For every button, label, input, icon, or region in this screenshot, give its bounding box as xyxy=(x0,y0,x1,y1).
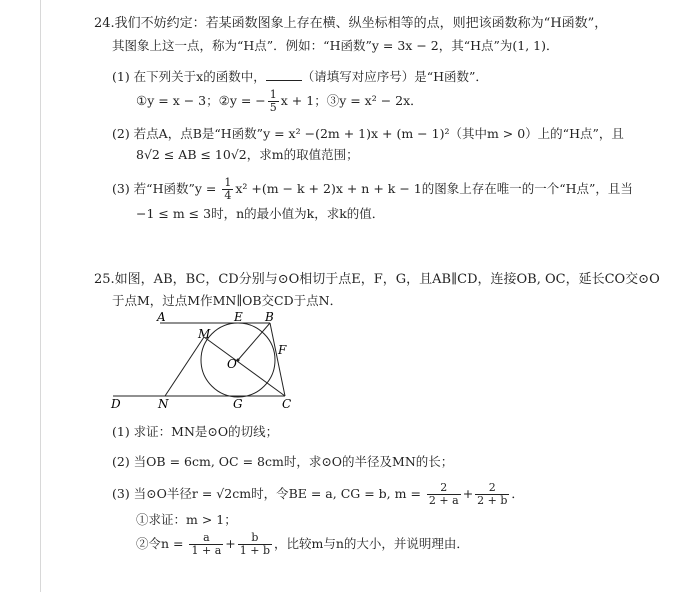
q24-stem-line1: 24.我们不妨约定：若某函数图象上存在横、纵坐标相等的点，则把该函数称为“H函数”， xyxy=(94,16,608,31)
q25-part3-sub1: ①求证：m > 1； xyxy=(136,512,237,527)
line-mc xyxy=(204,337,285,396)
geometry-figure xyxy=(105,308,305,413)
q25-stem-line2: 于点M，过点M作MN∥OB交CD于点N． xyxy=(112,293,343,308)
q24-part3-line1 xyxy=(112,176,633,202)
q24-part2-line2: 8√2 ≤ AB ≤ 10√2，求m的取值范围； xyxy=(136,147,359,162)
fraction-one-quarter: $\frac{1}{4}$ xyxy=(224,176,232,202)
q25-part3-sub2 xyxy=(136,530,469,558)
q24-part1-text-b: （请填写对应序号）是“H函数”． xyxy=(301,69,488,84)
label-d: D xyxy=(111,397,121,411)
fraction-b-over-1b: $\frac{b}{1 + b}$ xyxy=(239,531,270,557)
q24-part2-line1: (2) 若点A，点B是“H函数”y = x² −(2m + 1)x + (m − 1)²（其中m > 0）上的“H点”，且 xyxy=(112,126,624,141)
page-margin-line xyxy=(40,0,41,592)
q24-part3-text-a: (3) 若“H函数”y = xyxy=(112,181,221,196)
q24-part1 xyxy=(112,68,488,85)
q25-part3-end: ． xyxy=(511,486,524,501)
label-n: N xyxy=(158,397,169,411)
q24-part3-text-b: x² +(m − k + 2)x + n + k − 1的图象上存在唯一的一个“H点”，且当 xyxy=(235,181,633,196)
q24-part1-options xyxy=(136,88,423,114)
fraction-2-over-2b: $\frac{2}{2 + b}$ xyxy=(477,481,508,507)
q25-part2: (2) 当OB = 6cm, OC = 8cm时，求⊙O的半径及MN的长； xyxy=(112,454,454,469)
fraction-one-fifth: $\frac{1}{5}$ xyxy=(269,88,277,114)
point-o xyxy=(237,359,240,362)
q25-part3-text: (3) 当⊙O半径r = √2cm时，令BE = a, CG = b, m = xyxy=(112,486,425,501)
q25-part3 xyxy=(112,480,524,508)
label-a: A xyxy=(157,310,166,324)
q24-part1-text-a: (1) 在下列关于x的函数中， xyxy=(112,69,266,84)
label-g: G xyxy=(233,397,243,411)
plus-sign: + xyxy=(225,536,236,551)
q25-stem-line1: 25.如图，AB，BC，CD分别与⊙O相切于点E，F，G，且AB∥CD，连接OB, OC，延长CO交⊙O xyxy=(94,272,660,287)
label-m: M xyxy=(198,327,211,341)
q24-option-1-2: ①y = x − 3；②y = − xyxy=(136,93,266,108)
fraction-a-over-1a: $\frac{a}{1 + a}$ xyxy=(191,531,222,557)
label-o: O xyxy=(227,357,237,371)
fraction-2-over-2a: $\frac{2}{2 + a}$ xyxy=(428,481,459,507)
q25-sub2-text-b: ，比较m与n的大小，并说明理由． xyxy=(274,536,469,551)
line-bc xyxy=(270,323,285,396)
q24-option-2-3: x + 1；③y = x² − 2x． xyxy=(280,93,423,108)
line-ob xyxy=(238,323,270,360)
label-f: F xyxy=(278,343,287,357)
plus-sign: + xyxy=(462,486,474,501)
q24-stem-line2: 其图象上这一点，称为“H点”．例如：“H函数”y = 3x − 2，其“H点”为(1, 1)． xyxy=(112,38,559,53)
q25-sub2-text-a: ②令n = xyxy=(136,536,188,551)
q24-part3-line2: −1 ≤ m ≤ 3时，n的最小值为k，求k的值． xyxy=(136,206,385,221)
q25-part1: (1) 求证：MN是⊙O的切线； xyxy=(112,424,279,439)
label-c: C xyxy=(282,397,292,411)
answer-blank[interactable] xyxy=(266,68,302,81)
line-mn xyxy=(165,337,204,396)
label-e: E xyxy=(234,310,243,324)
label-b: B xyxy=(265,310,274,324)
